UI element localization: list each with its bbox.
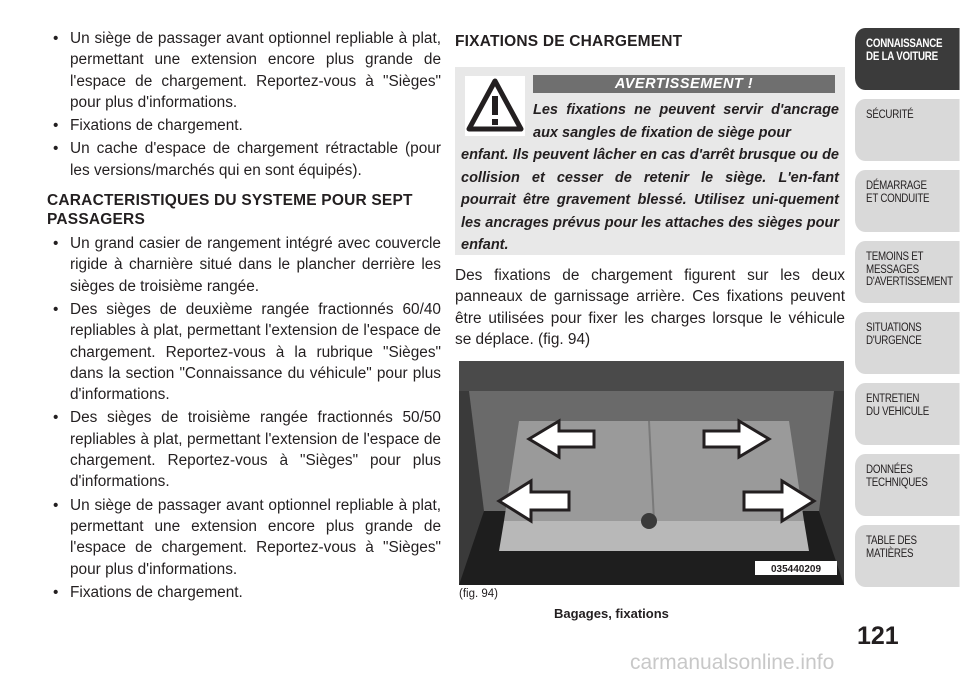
figure-title: Bagages, fixations xyxy=(554,606,669,621)
list-item: • Un grand casier de rangement intégré avec couvercle rigide à charnière situé dans le plancher derrière les sièges de troisième rangée. xyxy=(47,233,441,297)
warning-text xyxy=(461,99,839,257)
tab-securite[interactable] xyxy=(855,99,960,161)
list-item: • Fixations de chargement. xyxy=(47,582,441,603)
tab-label: TABLE DES MATIÈRES xyxy=(866,535,917,560)
cargo-illustration xyxy=(459,361,844,585)
tab-entretien[interactable] xyxy=(855,383,960,445)
body-paragraph: Des fixations de chargement figurent sur les deux panneaux de garnissage arrière. Ces fixations peuvent être utilisées pour fixer les charges lorsque le véhicule se déplace. (fig. 94) xyxy=(455,267,845,348)
tab-demarrage[interactable] xyxy=(855,170,960,232)
tab-label: SITUATIONS D'URGENCE xyxy=(866,322,922,347)
list-item: • Des sièges de deuxième rangée fractionnés 60/40 repliables à plat, permettant l'extension de l'espace de chargement. Reportez-vous à la rubrique "Sièges" dans la section "Connaissance du véhicule" pour plus d'informations. xyxy=(47,299,441,405)
tab-temoins[interactable] xyxy=(855,241,960,303)
list-item: • Fixations de chargement. xyxy=(47,115,441,136)
section-heading: CARACTERISTIQUES DU SYSTEME POUR SEPT PASSAGERS xyxy=(47,192,413,229)
watermark: carmanualsonline.info xyxy=(630,651,835,674)
list-item: • Un cache d'espace de chargement rétractable (pour les versions/marchés qui en sont équipés). xyxy=(47,138,441,181)
bullet-list-bottom xyxy=(47,233,441,603)
tab-label: DÉMARRAGE ET CONDUITE xyxy=(866,180,930,205)
left-column xyxy=(47,28,441,605)
tab-label: DONNÉES TECHNIQUES xyxy=(866,464,928,489)
tab-label: ENTRETIEN DU VEHICULE xyxy=(866,393,929,418)
tab-label: SÉCURITÉ xyxy=(866,109,914,121)
list-item: • Des sièges de troisième rangée fractionnés 50/50 repliables à plat, permettant l'extension de l'espace de chargement. Reportez-vous à "Sièges" pour plus d'informations. xyxy=(47,407,441,492)
tab-label: CONNAISSANCE DE LA VOITURE xyxy=(866,38,943,63)
bullet-list-top xyxy=(47,28,441,181)
tab-label: TEMOINS ET MESSAGES D'AVERTISSEMENT xyxy=(866,251,953,288)
page-number: 121 xyxy=(857,622,899,650)
figure-caption: (fig. 94) xyxy=(459,588,498,600)
warning-box xyxy=(455,67,845,255)
warning-text-indent: Les fixations ne peuvent servir d'ancrage aux sangles de fixation de siège pour xyxy=(533,102,839,141)
chapter-tabs xyxy=(855,28,960,596)
warning-text-rest: enfant. Ils peuvent lâcher en cas d'arrêt brusque ou de collision et cesser de retenir le siège. L'en-fant pourrait être gravement blessé. Utilisez uni-quement les ancrages prévus pour les attaches des sièges pour enfant. xyxy=(461,147,839,253)
tab-connaissance[interactable] xyxy=(855,28,960,90)
list-item: • Un siège de passager avant optionnel repliable à plat, permettant une extension encore plus grande de l'espace de chargement. Reportez-vous à "Sièges" pour plus d'informations. xyxy=(47,28,441,113)
cargo-photo xyxy=(459,361,844,585)
tab-donnees[interactable] xyxy=(855,454,960,516)
warning-title: AVERTISSEMENT ! xyxy=(533,75,835,93)
list-item: • Un siège de passager avant optionnel repliable à plat, permettant une extension encore plus grande de l'espace de chargement. Reportez-vous à "Sièges" pour plus d'informations. xyxy=(47,495,441,580)
section-heading: FIXATIONS DE CHARGEMENT xyxy=(455,33,683,50)
tab-table[interactable] xyxy=(855,525,960,587)
figure-code: 035440209 xyxy=(770,564,822,575)
right-column xyxy=(455,28,845,350)
tab-urgence[interactable] xyxy=(855,312,960,374)
